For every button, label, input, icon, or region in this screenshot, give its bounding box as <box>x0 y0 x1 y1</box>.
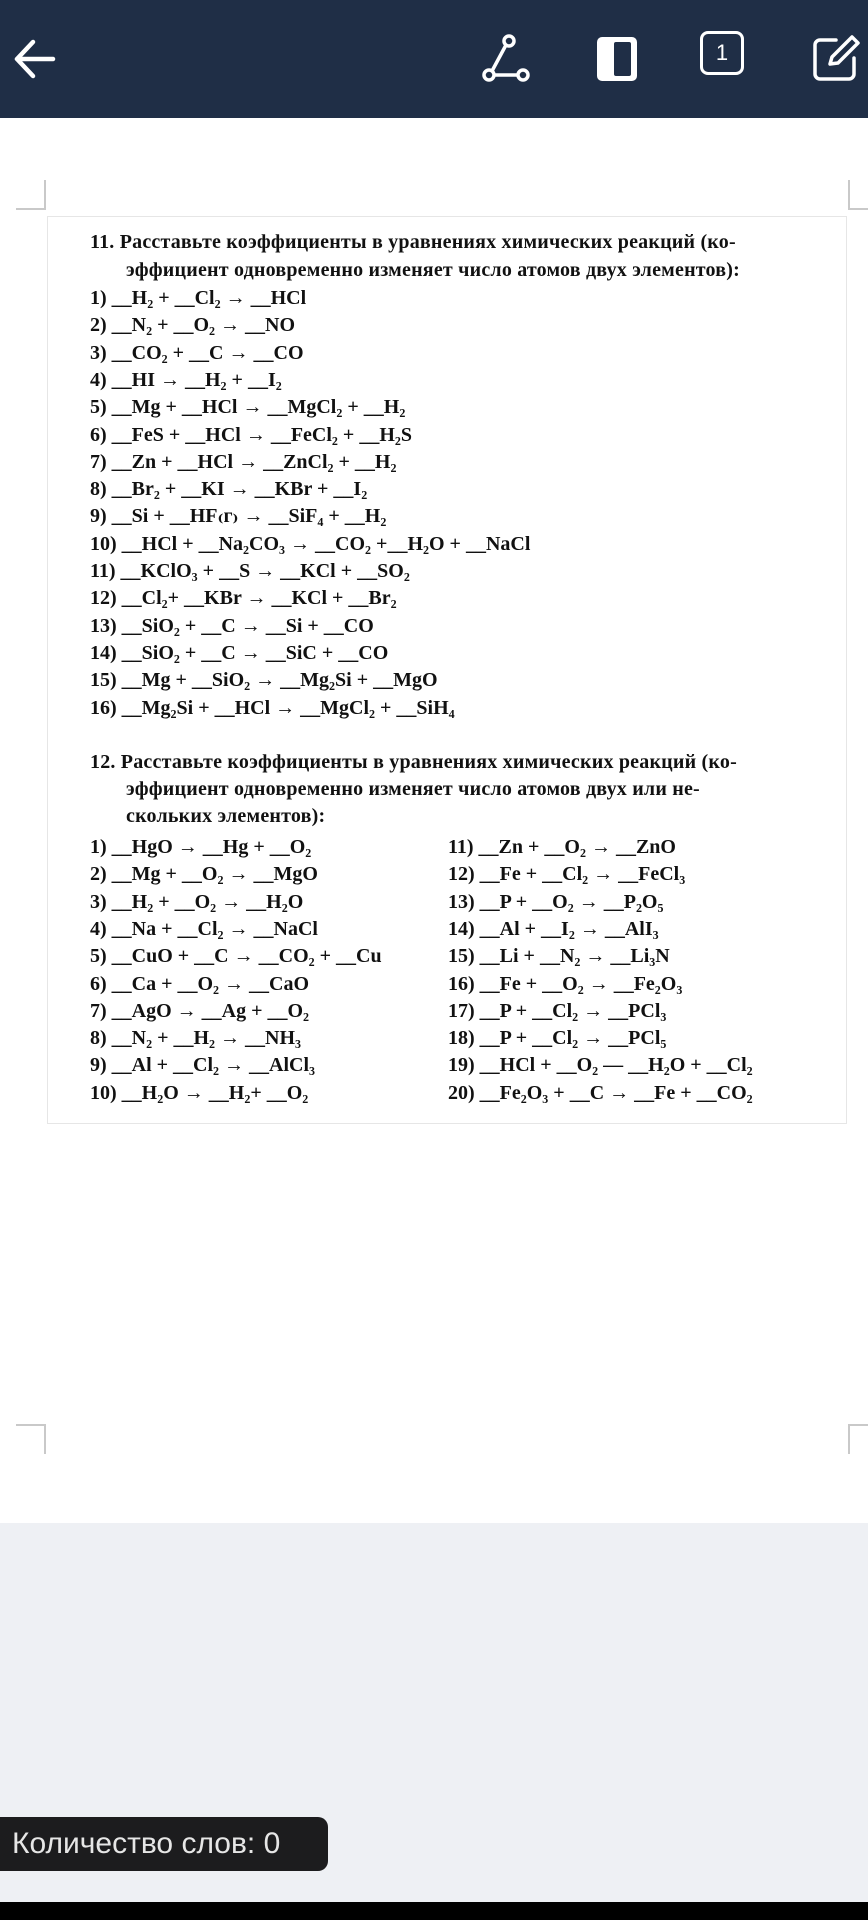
graph-path-icon <box>479 31 535 87</box>
equation-item: 9) __Si + __HF₍г₎ → __SiF₄ + __H₂ <box>90 505 387 528</box>
equation-item: 13) __P + __O₂ → __P₂O₅ <box>448 890 664 913</box>
equation-item: 12) __Fe + __Cl₂ → __FeCl₃ <box>448 863 686 886</box>
equation-item: 4) __HI → __H₂ + __I₂ <box>90 368 282 391</box>
equation-item: 15) __Mg + __SiO₂ → __Mg₂Si + __MgO <box>90 669 438 692</box>
equation-item: 14) __SiO₂ + __C → __SiC + __CO <box>90 641 389 664</box>
equation-item: 1) __HgO → __Hg + __O₂ <box>90 836 312 858</box>
edit-button[interactable] <box>800 24 868 94</box>
equation-item: 9) __Al + __Cl₂ → __AlCl₃ <box>90 1054 316 1077</box>
equation-item: 10) __H₂O → __H₂+ __O₂ <box>90 1081 309 1104</box>
equation-item: 7) __AgO → __Ag + __O₂ <box>90 999 310 1022</box>
equation-item: 8) __N₂ + __H₂ → __NH₃ <box>90 1027 302 1050</box>
crop-mark <box>848 180 868 210</box>
word-count-badge: Количество слов: 0 <box>0 1817 328 1871</box>
page-number-badge[interactable]: 1 <box>700 31 744 75</box>
equation-item: 18) __P + __Cl₂ → __PCl₅ <box>448 1027 667 1050</box>
equation-item: 16) __Fe + __O₂ → __Fe₂O₃ <box>448 972 683 995</box>
equation-item: 16) __Mg₂Si + __HCl → __MgCl₂ + __SiH₄ <box>90 696 455 719</box>
equation-item: 11) __Zn + __O₂ → __ZnO <box>448 836 676 858</box>
task11-title-line2: эффициент одновременно изменяет число атомов двух элементов): <box>126 259 740 281</box>
page-view-button[interactable] <box>582 24 652 94</box>
top-toolbar <box>0 0 868 118</box>
equation-item: 17) __P + __Cl₂ → __PCl₃ <box>448 999 667 1022</box>
equation-item: 5) __CuO + __C → __CO₂ + __Cu <box>90 945 382 968</box>
equation-item: 7) __Zn + __HCl → __ZnCl₂ + __H₂ <box>90 450 397 473</box>
task11-title-line1: 11. Расставьте коэффициенты в уравнениях химических реакций (ко- <box>90 231 736 253</box>
equation-item: 13) __SiO₂ + __C → __Si + __CO <box>90 614 374 637</box>
task12-title-line3: скольких элементов): <box>126 805 326 827</box>
task12-title-line2: эффициент одновременно изменяет число атомов двух или не- <box>126 778 700 800</box>
equation-item: 20) __Fe₂O₃ + __C → __Fe + __CO₂ <box>448 1081 753 1104</box>
equation-item: 15) __Li + __N₂ → __Li₃N <box>448 945 670 968</box>
equation-item: 3) __H₂ + __O₂ → __H₂O <box>90 890 304 913</box>
equation-item: 3) __CO₂ + __C → __CO <box>90 341 304 364</box>
arrow-left-icon <box>9 33 61 85</box>
equation-item: 19) __HCl + __O₂ — __H₂O + __Cl₂ <box>448 1054 753 1077</box>
equation-item: 12) __Cl₂+ __KBr → __KCl + __Br₂ <box>90 587 397 610</box>
equation-item: 2) __Mg + __O₂ → __MgO <box>90 863 318 886</box>
back-button[interactable] <box>0 24 70 94</box>
page-view-icon <box>592 34 642 84</box>
edit-icon <box>808 32 862 86</box>
equation-item: 14) __Al + __I₂ → __AlI₃ <box>448 917 659 940</box>
equation-item: 10) __HCl + __Na₂CO₃ → __CO₂ +__H₂O + __NaCl <box>90 532 531 555</box>
equation-item: 6) __FeS + __HCl → __FeCl₂ + __H₂S <box>90 423 412 446</box>
draw-tool-button[interactable] <box>472 24 542 94</box>
equation-item: 11) __KClO₃ + __S → __KCl + __SO₂ <box>90 560 410 582</box>
equation-item: 1) __H₂ + __Cl₂ → __HCl <box>90 287 307 309</box>
equation-item: 8) __Br₂ + __KI → __KBr + __I₂ <box>90 478 368 501</box>
system-nav-bar <box>0 1902 868 1920</box>
document-page-area[interactable] <box>0 118 868 1523</box>
crop-mark <box>848 1424 868 1454</box>
scanned-worksheet <box>47 216 847 1124</box>
task12-title-line1: 12. Расставьте коэффициенты в уравнениях химических реакций (ко- <box>90 751 737 773</box>
equation-item: 2) __N₂ + __O₂ → __NO <box>90 314 296 337</box>
equation-item: 4) __Na + __Cl₂ → __NaCl <box>90 917 318 940</box>
equation-item: 6) __Ca + __O₂ → __CaO <box>90 972 310 995</box>
equation-item: 5) __Mg + __HCl → __MgCl₂ + __H₂ <box>90 396 406 419</box>
crop-mark <box>16 1424 46 1454</box>
crop-mark <box>16 180 46 210</box>
